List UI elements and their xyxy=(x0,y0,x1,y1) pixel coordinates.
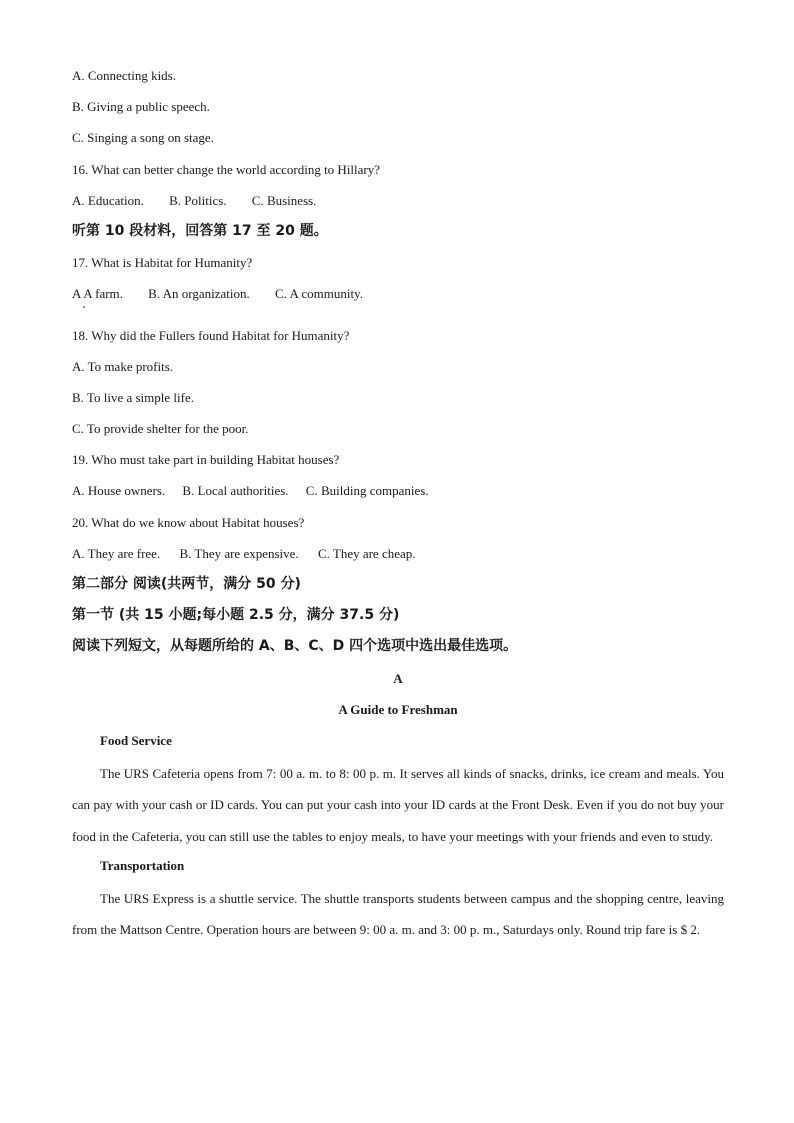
exam-page xyxy=(72,62,724,945)
food-service-paragraph: The URS Cafeteria opens from 7: 00 a. m. to 8: 00 p. m. It serves all kinds of snacks, drinks, ice cream and meals. You can pay with your cash or ID cards. You can put your cash into your ID cards at the Front Desk. Even if you do not buy your food in the Cafeteria, you can still use the tables to enjoy meals, to have your meetings with your friends and even to study. xyxy=(72,766,724,844)
reading-instruction: 阅读下列短文，从每题所给的 A、B、C、D 四个选项中选出最佳选项。 xyxy=(72,638,518,655)
section1-title: 第一节 (共 15 小题;每小题 2.5 分，满分 37.5 分) xyxy=(72,607,400,624)
q19-question: 19. Who must take part in building Habitat houses? xyxy=(72,452,340,468)
q17-option-c: C. A community. xyxy=(275,286,364,302)
section-heading-food-service: Food Service xyxy=(100,732,172,748)
part2-title: 第二部分 阅读(共两节，满分 50 分) xyxy=(72,576,301,592)
section10-instruction: 听第 10 段材料，回答第 17 至 20 题。 xyxy=(72,222,328,239)
q17-question: 17. What is Habitat for Humanity? xyxy=(72,255,253,271)
q19-option-a: A. House owners. xyxy=(72,483,166,499)
q16-option-c: C. Business. xyxy=(251,192,317,208)
q16-options xyxy=(72,187,724,218)
q15-option-a: A. Connecting kids. xyxy=(72,68,176,83)
stray-dot-mark xyxy=(83,306,85,308)
q18-option-b: B. To live a simple life. xyxy=(72,389,194,405)
q15-option-c: C. Singing a song on stage. xyxy=(72,130,214,146)
q20-options xyxy=(72,540,724,571)
section-heading-transportation: Transportation xyxy=(100,857,185,873)
q19-option-b: B. Local authorities. xyxy=(182,483,289,499)
q16-question: 16. What can better change the world according to Hillary? xyxy=(72,161,381,177)
q20-question: 20. What do we know about Habitat houses? xyxy=(72,514,305,530)
q20-option-a: A. They are free. xyxy=(72,545,161,561)
q16-option-a: A. Education. xyxy=(72,192,144,208)
q18-question: 18. Why did the Fullers found Habitat for Humanity? xyxy=(72,327,350,343)
q16-option-b: B. Politics. xyxy=(169,192,227,208)
q18-option-a: A. To make profits. xyxy=(72,358,174,374)
q17-option-b: B. An organization. xyxy=(148,286,250,302)
q19-option-c: C. Building companies. xyxy=(305,483,429,499)
q19-options xyxy=(72,477,724,508)
q18-option-c: C. To provide shelter for the poor. xyxy=(72,421,249,437)
passage-letter: A xyxy=(393,670,403,686)
q20-option-c: C. They are cheap. xyxy=(317,545,416,561)
q17-option-a: A A farm. xyxy=(72,286,123,302)
q15-option-b: B. Giving a public speech. xyxy=(72,99,210,115)
q20-option-b: B. They are expensive. xyxy=(179,545,299,561)
passage-title: A Guide to Freshman xyxy=(338,701,458,717)
q17-options xyxy=(72,280,724,311)
transportation-paragraph: The URS Express is a shuttle service. The shuttle transports students between campus and the shopping centre, leaving from the Mattson Centre. Operation hours are between 9: 00 a. m. and 3: 00 p. m., Saturdays only. Round trip fare is $ 2. xyxy=(72,890,724,938)
